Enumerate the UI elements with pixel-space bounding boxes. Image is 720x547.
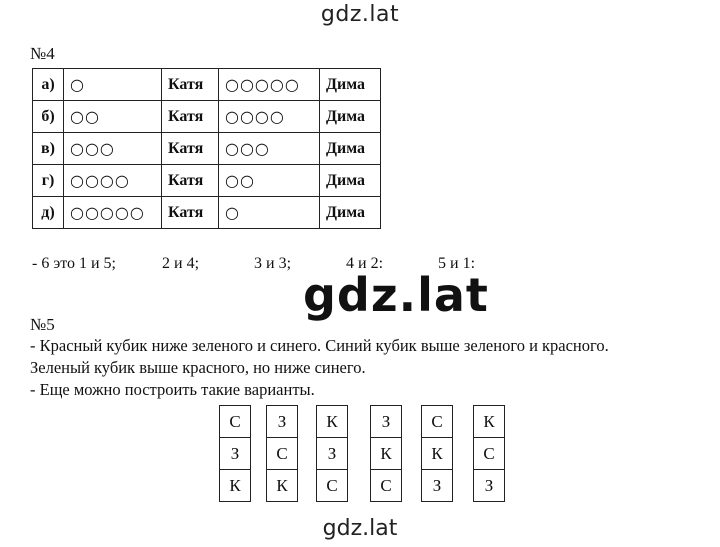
name-dima: Дима [320, 101, 381, 133]
name-katya: Катя [162, 69, 219, 101]
cube: С [422, 406, 452, 438]
right-circles: ○○ [219, 165, 320, 197]
table-row [33, 165, 381, 197]
table-row [33, 197, 381, 229]
name-katya: Катя [162, 133, 219, 165]
name-katya: Катя [162, 165, 219, 197]
cube: К [474, 406, 504, 438]
cube: К [276, 476, 288, 495]
row-label: в) [33, 133, 64, 165]
cube-stack [266, 405, 298, 502]
cube: С [267, 438, 297, 470]
row-label: д) [33, 197, 64, 229]
cube-stack [473, 405, 505, 502]
name-dima: Дима [320, 133, 381, 165]
name-dima: Дима [320, 69, 381, 101]
cube: З [220, 438, 250, 470]
task5-line-3: - Еще можно построить такие варианты. [30, 380, 315, 399]
right-circles: ○○○○○ [219, 69, 320, 101]
right-circles: ○○○○ [219, 101, 320, 133]
pair-text: 4 и 2: [346, 255, 384, 272]
task5-line-1: - Красный кубик ниже зеленого и синего. Синий кубик выше зеленого и красного. [30, 336, 609, 355]
pair-text: - 6 это 1 и 5; [32, 255, 116, 272]
task5-heading: №5 [30, 315, 55, 334]
task4-heading: №4 [30, 44, 55, 63]
right-circles: ○○○ [219, 133, 320, 165]
task5-line-2: Зеленый кубик выше красного, но ниже синего. [30, 358, 366, 377]
row-label: б) [33, 101, 64, 133]
left-circles: ○○○ [64, 133, 162, 165]
pair-text: 2 и 4; [162, 255, 200, 272]
cube: З [371, 406, 401, 438]
cube: С [380, 476, 392, 495]
left-circles: ○ [64, 69, 162, 101]
cube-stack [316, 405, 348, 502]
name-katya: Катя [162, 101, 219, 133]
left-circles: ○○ [64, 101, 162, 133]
pair-text: 3 и 3; [254, 255, 292, 272]
table-row [33, 101, 381, 133]
task4-table [32, 68, 381, 229]
cube: З [484, 476, 494, 495]
row-label: а) [33, 69, 64, 101]
cube: К [317, 406, 347, 438]
cube: З [317, 438, 347, 470]
watermark-middle: gdz.lat [303, 268, 489, 322]
cube: С [220, 406, 250, 438]
pair-text: 5 и 1: [438, 255, 476, 272]
left-circles: ○○○○○ [64, 197, 162, 229]
name-dima: Дима [320, 197, 381, 229]
cube-stack [370, 405, 402, 502]
name-katya: Катя [162, 197, 219, 229]
right-circles: ○ [219, 197, 320, 229]
watermark-top: gdz.lat [320, 2, 400, 27]
cube: З [267, 406, 297, 438]
table-row [33, 69, 381, 101]
watermark-bottom: gdz.lat [322, 516, 398, 541]
cube-stack [421, 405, 453, 502]
table-row [33, 133, 381, 165]
name-dima: Дима [320, 165, 381, 197]
cube: К [371, 438, 401, 470]
row-label: г) [33, 165, 64, 197]
cube-stack [219, 405, 251, 502]
cube: К [229, 476, 241, 495]
cube: З [432, 476, 442, 495]
cube: К [422, 438, 452, 470]
cube: С [326, 476, 338, 495]
cube: С [474, 438, 504, 470]
left-circles: ○○○○ [64, 165, 162, 197]
